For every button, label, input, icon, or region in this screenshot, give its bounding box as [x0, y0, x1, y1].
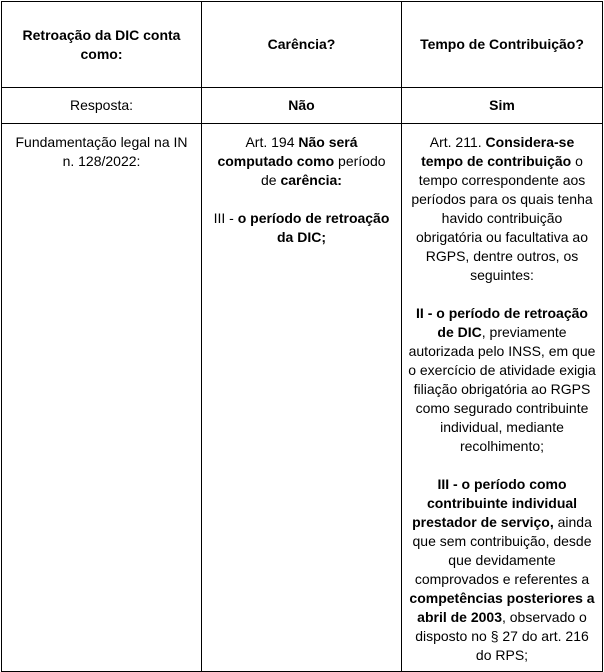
legal-basis-tempo [402, 124, 603, 672]
legal-basis-carencia [202, 124, 402, 672]
header-retroacao: Retroação da DIC conta como: [2, 2, 202, 88]
response-row [2, 88, 603, 124]
response-carencia: Não [202, 88, 402, 124]
header-row [2, 2, 603, 88]
legal-basis-label: Fundamentação legal na IN n. 128/2022: [2, 124, 202, 672]
dic-comparison-table [1, 1, 603, 672]
art-211-item-iii: III - o período como contribuinte individual prestador de serviço, ainda que sem contribuição, desde que devidamente comprovados e referentes a competências posteriores a abril de 2003, observado o disposto no § 27 do art. 216 do RPS; [409, 476, 595, 663]
art-211-paragraph: Art. 211. Considera-se tempo de contribuição o tempo correspondente aos períodos para os quais tenha havido contribuição obrigatória ou facultativa ao RGPS, dentre outros, os seguintes: [411, 134, 593, 283]
response-tempo: Sim [402, 88, 603, 124]
art-194-item-iii: III - o período de retroação da DIC; [213, 210, 390, 245]
header-tempo-contribuicao: Tempo de Contribuição? [402, 2, 603, 88]
header-carencia: Carência? [202, 2, 402, 88]
art-194-paragraph: Art. 194 Não será computado como período de carência: [217, 134, 386, 188]
response-label: Resposta: [2, 88, 202, 124]
legal-basis-row [2, 124, 603, 672]
art-211-item-ii: II - o período de retroação de DIC, previamente autorizada pelo INSS, em que o exercício de atividade exigia filiação obrigatória ao RGPS como segurado contribuinte individual, mediante recolhimento; [408, 305, 596, 454]
